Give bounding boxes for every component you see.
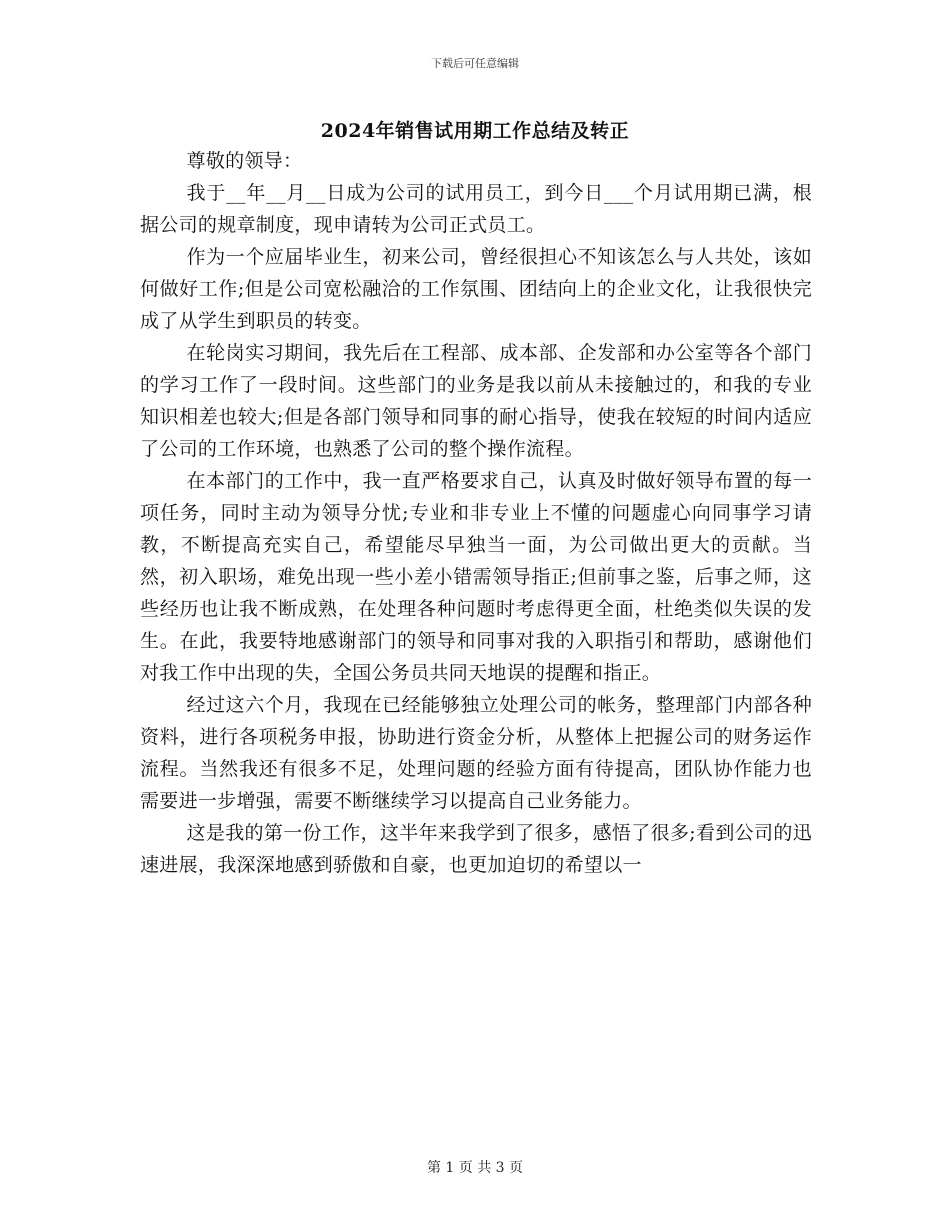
body-paragraph: 我于__年__月__日成为公司的试用员工，到今日___个月试用期已满，根据公司的规章制度，现申请转为公司正式员工。 [140,182,812,236]
document-title: 2024年销售试用期工作总结及转正 [320,120,630,142]
page-header-note: 下载后可任意编辑 [431,57,519,70]
body-paragraph: 作为一个应届毕业生，初来公司，曾经很担心不知该怎么与人共处，该如何做好工作;但是公司宽松融洽的工作氛围、团结向上的企业文化，让我很快完成了从学生到职员的转变。 [140,246,812,332]
body-paragraph: 这是我的第一份工作，这半年来我学到了很多，感悟了很多;看到公司的迅速进展，我深深地感到骄傲和自豪，也更加迫切的希望以一 [140,822,812,876]
body-paragraph: 在本部门的工作中，我一直严格要求自己，认真及时做好领导布置的每一项任务，同时主动为领导分忧;专业和非专业上不懂的问题虚心向同事学习请教，不断提高充实自己，希望能尽早独当一面，为公司做出更大的贡献。当然，初入职场，难免出现一些小差小错需领导指正;但前事之鉴，后事之师，这些经历也让我不断成熟，在处理各种问题时考虑得更全面，杜绝类似失误的发生。在此，我要特地感谢部门的领导和同事对我的入职指引和帮助，感谢他们对我工作中出现的失，全国公务员共同天地误的提醒和指正。 [140,470,812,684]
body-paragraph: 在轮岗实习期间，我先后在工程部、成本部、企发部和办公室等各个部门的学习工作了一段时间。这些部门的业务是我以前从未接触过的，和我的专业知识相差也较大;但是各部门领导和同事的耐心指导，使我在较短的时间内适应了公司的工作环境，也熟悉了公司的整个操作流程。 [140,342,812,460]
document-body [140,145,812,881]
body-paragraph: 经过这六个月，我现在已经能够独立处理公司的帐务，整理部门内部各种资料，进行各项税务申报，协助进行资金分析，从整体上把握公司的财务运作流程。当然我还有很多不足，处理问题的经验方面有待提高，团队协作能力也需要进一步增强，需要不断继续学习以提高自己业务能力。 [140,694,812,812]
salutation-paragraph: 尊敬的领导： [186,150,303,172]
page-number-footer: 第 1 页 共 3 页 [426,1160,524,1176]
